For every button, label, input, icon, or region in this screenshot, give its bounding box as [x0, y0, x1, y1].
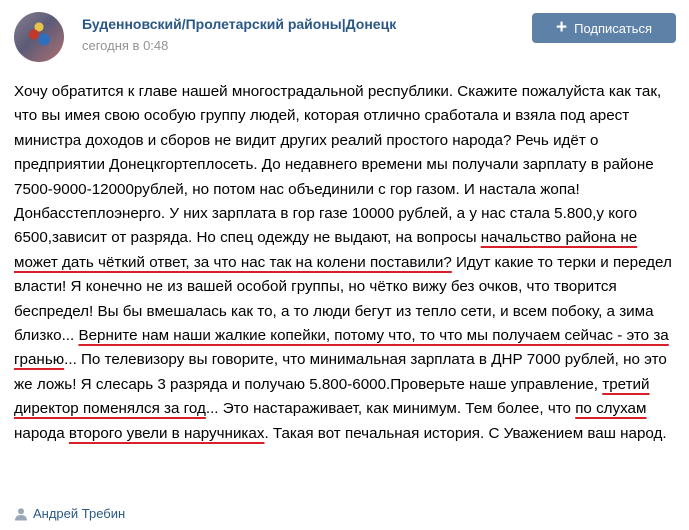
text-segment: Хочу обратится к главе нашей многострадальной республики. Скажите пожалуйста как так, что вы имея свою особую группу людей, которая отлично сработала и взяла под арест министра доходов и сборов не видит других реалий простого народа? Речь идёт о предприятии Донецкгортеплосеть. До недавнего времени мы получали зарплату в районе 7500-9000-12000рублей, но потом нас объединили с гор газом. И настала жопа! Донбасстеплоэнерго. У них зарплата в гор газе 10000 рублей, а у нас стала 5.800,у кого 6500,зависит от разряда. Но спец одежду не выдают, на вопросы: [14, 83, 662, 247]
text-segment: ... Это настараживает, как минимум. Тем более, что: [205, 400, 576, 418]
post-timestamp[interactable]: сегодня в 0:48: [82, 38, 169, 53]
group-avatar[interactable]: [14, 12, 64, 62]
group-name-link[interactable]: Буденновский/Пролетарский районы|Донецк: [82, 16, 397, 32]
author-name-link[interactable]: Андрей Требин: [33, 506, 126, 521]
user-icon: [14, 507, 28, 521]
subscribe-label: Подписаться: [574, 20, 652, 36]
underlined-text-segment: второго увели в наручниках: [68, 424, 265, 442]
post-header: [0, 0, 689, 64]
underlined-text-segment: третий директор поменялся за год: [14, 375, 650, 418]
underlined-text-segment: по слухам: [575, 400, 647, 418]
text-segment: Идут какие то терки и передел власти! Я конечно не из вашей особой группы, но чётко вижу без очков, что творится беспредел! Вы бы вмешалась как то, а то люди бегут из тепло сети, и всем побоку, а зима близко...: [14, 253, 672, 345]
text-segment: ... По телевизору вы говорите, что минимальная зарплата в ДНР 7000 рублей, но это же ложь! Я слесарь 3 разряда и получаю 5.800-6000.Проверьте наше управление,: [14, 351, 667, 393]
post-author[interactable]: [14, 506, 125, 521]
text-segment: народа: [14, 424, 69, 442]
plus-icon: +: [556, 16, 568, 38]
post-body: [14, 80, 676, 446]
subscribe-button[interactable]: [532, 13, 676, 43]
text-segment: . Такая вот печальная история. С Уважением ваш народ.: [264, 424, 667, 442]
underlined-text-segment: начальство района не может дать чёткий ответ, за что нас так на колени поставили?: [14, 229, 638, 271]
underlined-text-segment: Верните нам наши жалкие копейки, потому что, то что мы получаем сейчас - это за гранью: [14, 327, 669, 369]
